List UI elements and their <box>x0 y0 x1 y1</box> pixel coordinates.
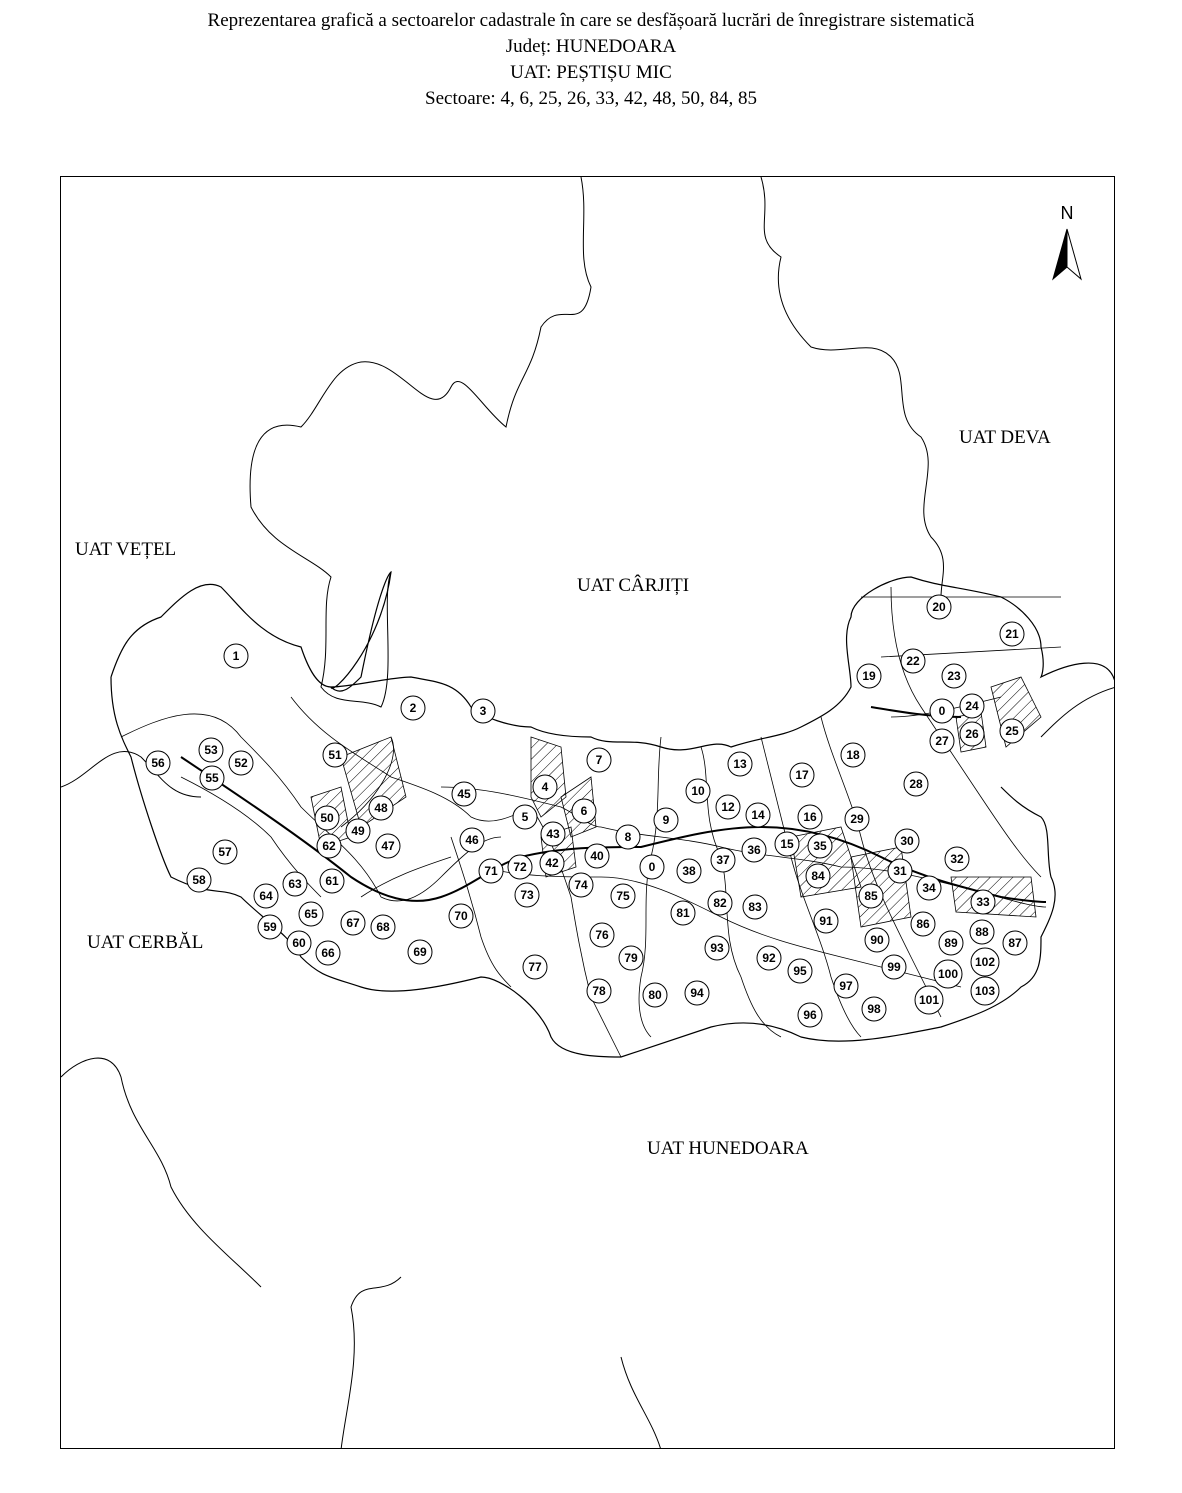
sector-label-18 <box>841 743 865 767</box>
sector-label-43 <box>541 822 565 846</box>
sector-label-33 <box>971 890 995 914</box>
sector-label-55 <box>200 766 224 790</box>
sector-number: 24 <box>965 699 979 713</box>
sector-label-103 <box>971 977 999 1005</box>
sector-label-52 <box>229 751 253 775</box>
sector-number: 59 <box>263 920 277 934</box>
sector-number: 68 <box>376 920 390 934</box>
sector-label-25 <box>1000 719 1024 743</box>
sector-label-46 <box>460 828 484 852</box>
sector-label-42 <box>540 851 564 875</box>
sector-label-70 <box>449 904 473 928</box>
sector-number: 101 <box>918 993 940 1007</box>
sector-number: 29 <box>850 812 864 826</box>
sector-label-68 <box>371 915 395 939</box>
sector-label-8 <box>616 825 640 849</box>
sector-label-40 <box>585 844 609 868</box>
sector-label-45 <box>452 782 476 806</box>
sector-number: 13 <box>733 757 747 771</box>
sector-label-59 <box>258 915 282 939</box>
sector-label-3 <box>471 699 495 723</box>
sector-number: 42 <box>545 856 559 870</box>
sector-number: 43 <box>546 827 560 841</box>
sector-number: 75 <box>616 889 630 903</box>
sector-label-22 <box>901 649 925 673</box>
sector-number: 84 <box>811 869 825 883</box>
sector-label-13 <box>728 752 752 776</box>
sector-label-4 <box>533 775 557 799</box>
sector-label-99 <box>882 955 906 979</box>
sector-label-74 <box>569 873 593 897</box>
sector-label-34 <box>917 876 941 900</box>
sector-number: 8 <box>624 830 632 844</box>
sector-label-9 <box>654 808 678 832</box>
sector-label-16 <box>798 805 822 829</box>
sector-label-58 <box>187 868 211 892</box>
sector-number: 46 <box>465 833 479 847</box>
sector-number: 83 <box>748 900 762 914</box>
sector-number: 98 <box>867 1002 881 1016</box>
sector-number: 48 <box>374 801 388 815</box>
sector-label-89 <box>939 931 963 955</box>
sector-label-5 <box>513 805 537 829</box>
sector-number: 2 <box>409 701 417 715</box>
sector-number: 17 <box>795 768 809 782</box>
sector-number: 0 <box>648 860 656 874</box>
sector-label-6 <box>572 799 596 823</box>
sector-label-84 <box>806 864 830 888</box>
sector-label-31 <box>888 859 912 883</box>
sector-label-85 <box>859 884 883 908</box>
uat-label: UAT: PEȘTIȘU MIC <box>510 62 672 83</box>
sector-label-51 <box>323 743 347 767</box>
sector-label-88 <box>970 920 994 944</box>
sector-number: 99 <box>887 960 901 974</box>
sector-number: 96 <box>803 1008 817 1022</box>
sector-label-32 <box>945 847 969 871</box>
sector-number: 56 <box>151 756 165 770</box>
sector-label-17 <box>790 763 814 787</box>
sector-label-50 <box>315 806 339 830</box>
sector-label-21 <box>1000 622 1024 646</box>
sector-number: 80 <box>648 988 662 1002</box>
sector-label-76 <box>590 923 614 947</box>
sector-number: 36 <box>747 843 761 857</box>
sector-label-53 <box>199 738 223 762</box>
north-label: N <box>1060 203 1074 223</box>
sector-number: 78 <box>592 984 606 998</box>
sector-label-82 <box>708 891 732 915</box>
sector-number: 16 <box>803 810 817 824</box>
sector-label-37 <box>711 848 735 872</box>
sector-number: 20 <box>932 600 946 614</box>
sector-number: 28 <box>909 777 923 791</box>
sector-number: 92 <box>762 951 776 965</box>
sector-number: 34 <box>922 881 936 895</box>
sector-number: 33 <box>976 895 990 909</box>
sector-label-20 <box>927 595 951 619</box>
sector-number: 74 <box>574 878 588 892</box>
sector-number: 58 <box>192 873 206 887</box>
sector-number: 55 <box>205 771 219 785</box>
sector-label-0 <box>640 855 664 879</box>
sector-label-72 <box>508 855 532 879</box>
sector-label-92 <box>757 946 781 970</box>
sector-number: 14 <box>751 808 765 822</box>
sector-label-28 <box>904 772 928 796</box>
sector-number: 31 <box>893 864 907 878</box>
sector-number: 72 <box>513 860 527 874</box>
sector-number: 23 <box>947 669 961 683</box>
sector-number: 81 <box>676 906 690 920</box>
sector-label-73 <box>515 883 539 907</box>
county-label: Județ: HUNEDOARA <box>505 36 677 57</box>
sector-label-38 <box>677 859 701 883</box>
sector-number: 64 <box>259 889 273 903</box>
sector-label-101 <box>915 986 943 1014</box>
sector-number: 18 <box>846 748 860 762</box>
sector-label-47 <box>376 834 400 858</box>
sector-label-48 <box>369 796 393 820</box>
sector-label-19 <box>857 664 881 688</box>
sector-number: 53 <box>204 743 218 757</box>
sector-label-63 <box>283 872 307 896</box>
sector-label-65 <box>299 902 323 926</box>
sector-number: 22 <box>906 654 920 668</box>
sector-number: 97 <box>839 979 853 993</box>
sector-number: 7 <box>595 753 603 767</box>
uat-hunedoara-label: UAT HUNEDOARA <box>647 1138 809 1159</box>
sector-label-71 <box>479 859 503 883</box>
sector-number: 94 <box>690 986 704 1000</box>
sector-number: 38 <box>682 864 696 878</box>
sector-label-96 <box>798 1003 822 1027</box>
sector-label-100 <box>934 960 962 988</box>
north-arrow <box>1053 203 1081 279</box>
sector-label-36 <box>742 838 766 862</box>
sector-label-81 <box>671 901 695 925</box>
sector-label-14 <box>746 803 770 827</box>
sector-label-64 <box>254 884 278 908</box>
sector-number: 82 <box>713 896 727 910</box>
sector-number: 4 <box>541 780 549 794</box>
sector-number: 88 <box>975 925 989 939</box>
sector-number: 3 <box>479 704 487 718</box>
sector-number: 76 <box>595 928 609 942</box>
sector-number: 25 <box>1005 724 1019 738</box>
sector-number: 9 <box>662 813 670 827</box>
sector-label-62 <box>317 834 341 858</box>
sector-label-2 <box>401 696 425 720</box>
sector-number: 57 <box>218 845 232 859</box>
sector-number: 26 <box>965 727 979 741</box>
sector-label-7 <box>587 748 611 772</box>
sector-number: 21 <box>1005 627 1019 641</box>
sector-number: 6 <box>580 804 588 818</box>
uat-outline <box>111 572 1115 1057</box>
sector-label-49 <box>346 819 370 843</box>
sector-label-79 <box>619 946 643 970</box>
sector-number: 73 <box>520 888 534 902</box>
sector-labels <box>146 595 1027 1027</box>
sector-label-102 <box>971 948 999 976</box>
sector-number: 85 <box>864 889 878 903</box>
sector-label-97 <box>834 974 858 998</box>
sector-number: 93 <box>710 941 724 955</box>
sector-label-10 <box>686 779 710 803</box>
sector-number: 63 <box>288 877 302 891</box>
sector-label-75 <box>611 884 635 908</box>
sector-label-0 <box>930 699 954 723</box>
sector-label-77 <box>523 955 547 979</box>
sector-label-26 <box>960 722 984 746</box>
map-frame <box>60 176 1115 1449</box>
sector-label-86 <box>911 912 935 936</box>
map-title: Reprezentarea grafică a sectoarelor cadastrale în care se desfășoară lucrări de înregistrare sistematică <box>207 10 975 31</box>
sector-label-80 <box>643 983 667 1007</box>
sector-number: 69 <box>413 945 427 959</box>
sector-label-83 <box>743 895 767 919</box>
sector-label-94 <box>685 981 709 1005</box>
sector-number: 70 <box>454 909 468 923</box>
sector-number: 37 <box>716 853 730 867</box>
sector-label-57 <box>213 840 237 864</box>
sector-number: 66 <box>321 946 335 960</box>
sectors-label: Sectoare: 4, 6, 25, 26, 33, 42, 48, 50, 84, 85 <box>425 88 757 109</box>
north-arrow-right-icon <box>1067 229 1081 279</box>
sector-number: 5 <box>521 810 529 824</box>
cadastral-map <box>61 177 1115 1449</box>
sector-label-87 <box>1003 931 1027 955</box>
sector-label-24 <box>960 694 984 718</box>
sector-label-35 <box>808 834 832 858</box>
uat-carjiti-label: UAT CÂRJIȚI <box>577 575 690 596</box>
sector-label-60 <box>287 931 311 955</box>
sector-number: 79 <box>624 951 638 965</box>
sector-label-30 <box>895 829 919 853</box>
sector-number: 32 <box>950 852 964 866</box>
sector-label-93 <box>705 936 729 960</box>
uat-deva-label: UAT DEVA <box>959 427 1051 448</box>
sector-number: 35 <box>813 839 827 853</box>
sector-number: 86 <box>916 917 930 931</box>
sector-number: 77 <box>528 960 542 974</box>
sector-number: 100 <box>937 967 959 981</box>
sector-label-98 <box>862 997 886 1021</box>
sector-number: 47 <box>381 839 395 853</box>
sector-label-27 <box>930 729 954 753</box>
north-arrow-left-icon <box>1053 229 1067 279</box>
sector-number: 87 <box>1008 936 1022 950</box>
sector-label-23 <box>942 664 966 688</box>
sector-number: 0 <box>938 704 946 718</box>
sector-label-67 <box>341 911 365 935</box>
sector-number: 45 <box>457 787 471 801</box>
sector-number: 12 <box>721 800 735 814</box>
sector-label-1 <box>224 644 248 668</box>
sector-number: 67 <box>346 916 360 930</box>
uat-cerbal-label: UAT CERBĂL <box>87 932 204 953</box>
sector-label-95 <box>788 959 812 983</box>
sector-label-78 <box>587 979 611 1003</box>
sector-number: 71 <box>484 864 498 878</box>
sector-number: 60 <box>292 936 306 950</box>
sector-number: 102 <box>974 955 996 969</box>
sector-label-66 <box>316 941 340 965</box>
sector-number: 50 <box>320 811 334 825</box>
sector-label-91 <box>814 909 838 933</box>
sector-label-29 <box>845 807 869 831</box>
sector-number: 49 <box>351 824 365 838</box>
sector-number: 90 <box>870 933 884 947</box>
sector-number: 19 <box>862 669 876 683</box>
sector-number: 61 <box>325 874 339 888</box>
sector-label-61 <box>320 869 344 893</box>
sector-number: 51 <box>328 748 342 762</box>
sector-label-15 <box>775 832 799 856</box>
sector-number: 65 <box>304 907 318 921</box>
sector-number: 1 <box>232 649 240 663</box>
sector-number: 10 <box>691 784 705 798</box>
sector-label-12 <box>716 795 740 819</box>
sector-number: 27 <box>935 734 949 748</box>
sector-number: 52 <box>234 756 248 770</box>
sector-number: 40 <box>590 849 604 863</box>
sector-label-56 <box>146 751 170 775</box>
sector-number: 15 <box>780 837 794 851</box>
sector-number: 89 <box>944 936 958 950</box>
sector-number: 62 <box>322 839 336 853</box>
sector-label-69 <box>408 940 432 964</box>
sector-number: 91 <box>819 914 833 928</box>
sector-number: 30 <box>900 834 914 848</box>
sector-number: 103 <box>974 984 996 998</box>
sector-number: 95 <box>793 964 807 978</box>
sector-label-90 <box>865 928 889 952</box>
uat-vetel-label: UAT VEȚEL <box>75 539 177 560</box>
